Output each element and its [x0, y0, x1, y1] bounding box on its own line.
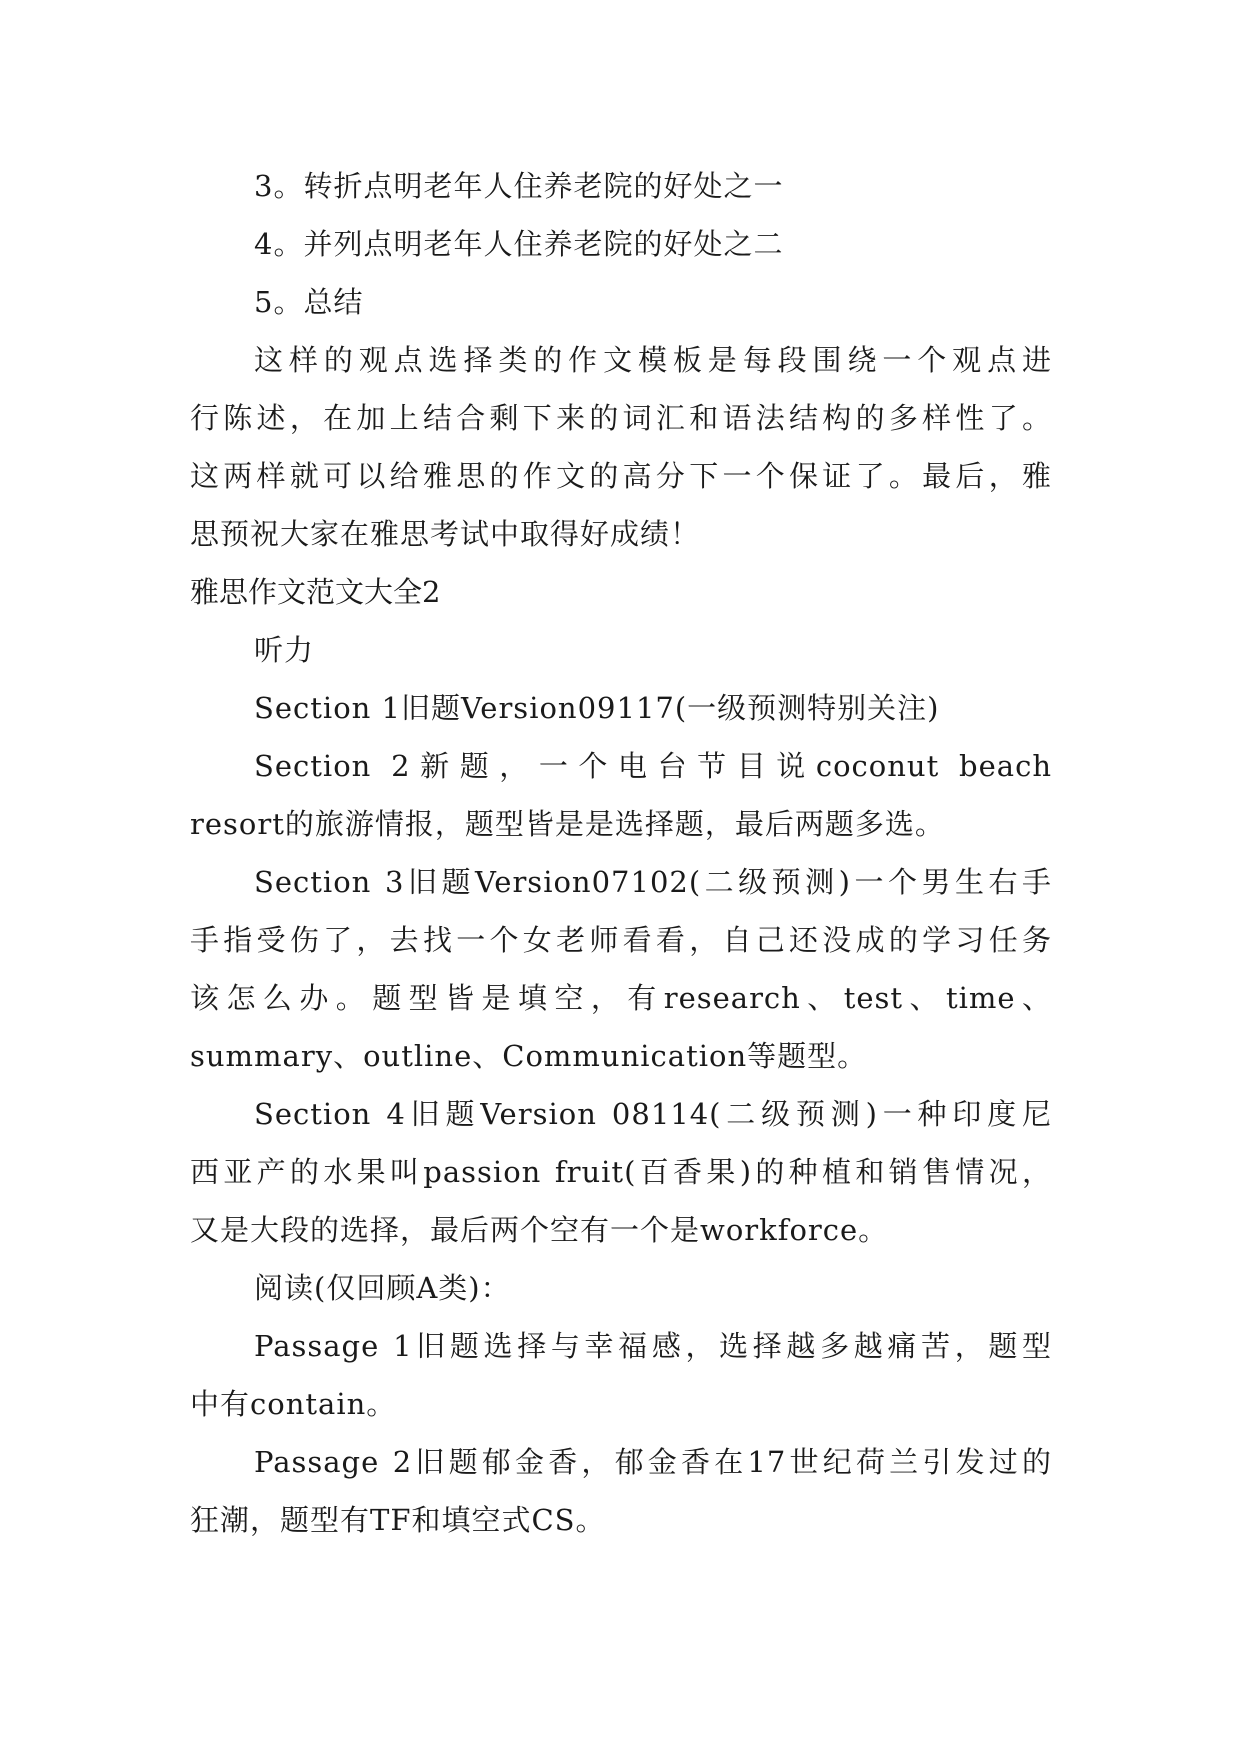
paragraph-line: 西亚产的水果叫passion fruit(百香果)的种植和销售情况，	[190, 1155, 1052, 1189]
paragraph-line: 这两样就可以给雅思的作文的高分下一个保证了。最后，雅	[190, 459, 1052, 493]
paragraph-line: 该怎么办。题型皆是填空，有research、test、time、	[190, 981, 1052, 1015]
paragraph-line: 狂潮，题型有TF和填空式CS。	[190, 1503, 606, 1537]
paragraph-line: 手指受伤了，去找一个女老师看看，自己还没成的学习任务	[190, 923, 1052, 957]
list-item: 5。总结	[254, 285, 364, 319]
paragraph-line: 行陈述，在加上结合剩下来的词汇和语法结构的多样性了。	[190, 401, 1052, 435]
list-item: 3。转折点明老年人住养老院的好处之一	[254, 169, 784, 203]
list-item: 4。并列点明老年人住养老院的好处之二	[254, 227, 784, 261]
paragraph-line: Passage 1旧题选择与幸福感，选择越多越痛苦，题型	[254, 1329, 1052, 1363]
paragraph-line: summary、outline、Communication等题型。	[190, 1039, 868, 1073]
paragraph-line: Section 2新题，一个电台节目说coconut beach	[254, 749, 1052, 783]
paragraph-line: resort的旅游情报，题型皆是是选择题，最后两题多选。	[190, 807, 945, 841]
paragraph-line: Section 4旧题Version 08114(二级预测)一种印度尼	[254, 1097, 1052, 1131]
paragraph-line: 思预祝大家在雅思考试中取得好成绩！	[190, 517, 701, 551]
paragraph-line: Passage 2旧题郁金香，郁金香在17世纪荷兰引发过的	[254, 1445, 1052, 1479]
paragraph-line: Section 3旧题Version07102(二级预测)一个男生右手	[254, 865, 1052, 899]
paragraph-line: Section 1旧题Version09117(一级预测特别关注)	[254, 691, 940, 725]
document-body	[190, 157, 1052, 1549]
section-heading: 雅思作文范文大全2	[190, 575, 441, 609]
paragraph-line: 又是大段的选择，最后两个空有一个是workforce。	[190, 1213, 889, 1247]
paragraph-line: 这样的观点选择类的作文模板是每段围绕一个观点进	[254, 343, 1052, 377]
paragraph-line: 中有contain。	[190, 1387, 397, 1421]
subsection-heading: 听力	[254, 633, 315, 667]
subsection-heading: 阅读(仅回顾A类)：	[254, 1271, 511, 1305]
